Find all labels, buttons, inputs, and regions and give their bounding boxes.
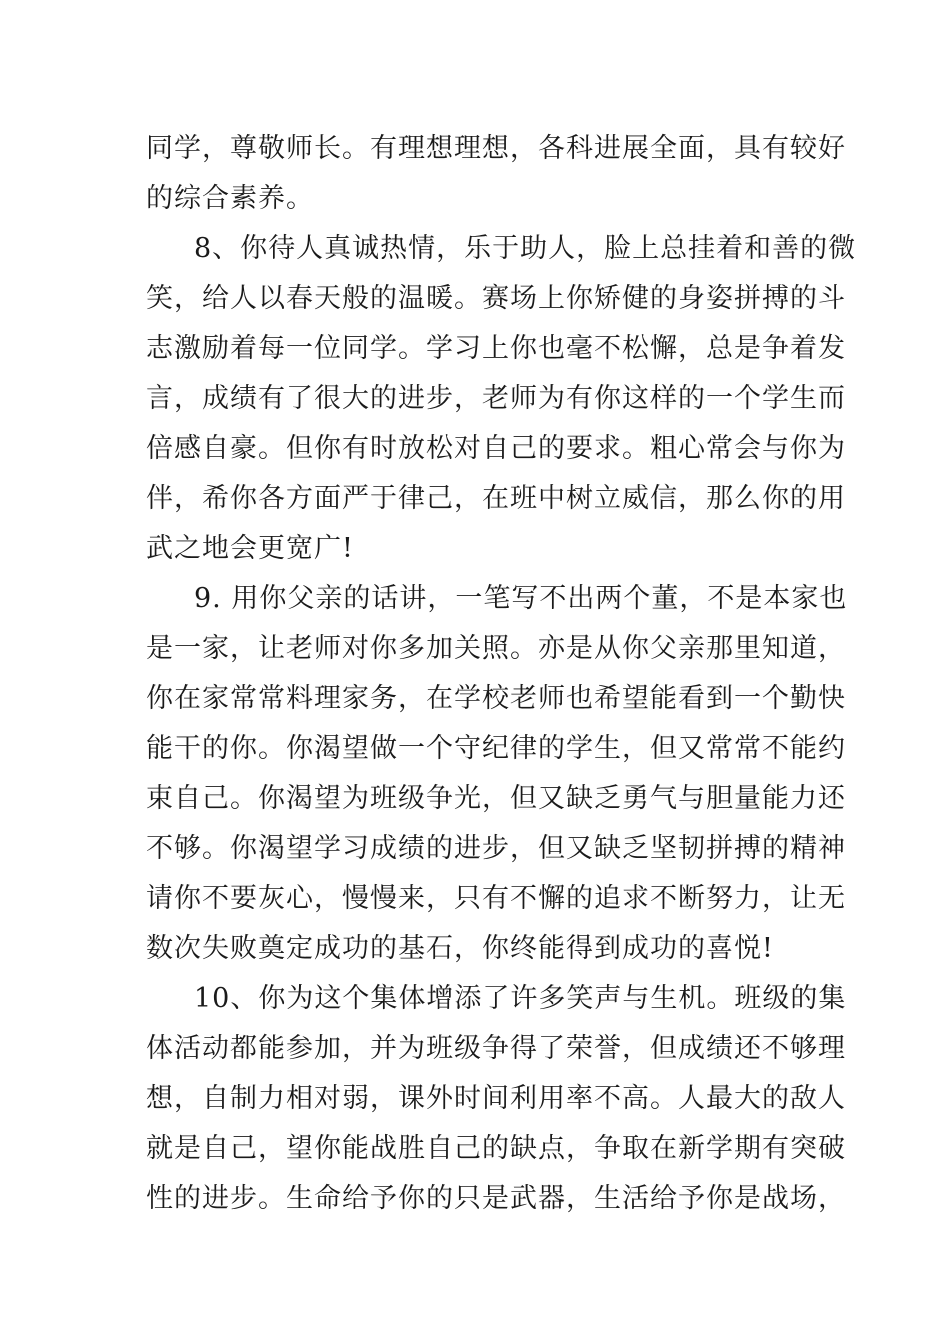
paragraph-start-line: 8、你待人真诚热情，乐于助人，脸上总挂着和善的微 — [194, 233, 857, 264]
text-line: 想，自制力相对弱，课外时间利用率不高。人最大的敌人 — [146, 1083, 846, 1114]
paragraph-start-line: 10、你为这个集体增添了许多笑声与生机。班级的集 — [194, 983, 847, 1014]
text-line: 请你不要灰心，慢慢来，只有不懈的追求不断努力，让无 — [146, 883, 846, 914]
text-line: 就是自己，望你能战胜自己的缺点，争取在新学期有突破 — [146, 1133, 846, 1164]
text-line: 的综合素养。 — [146, 183, 314, 214]
text-line: 伴，希你各方面严于律己，在班中树立威信，那么你的用 — [146, 483, 846, 514]
text-line: 性的进步。生命给予你的只是武器，生活给予你是战场， — [146, 1183, 846, 1214]
text-line: 武之地会更宽广! — [146, 533, 354, 564]
text-line: 同学，尊敬师长。有理想理想，各科进展全面，具有较好 — [146, 133, 846, 164]
paragraph-start-line: 9. 用你父亲的话讲，一笔写不出两个董，不是本家也 — [194, 583, 848, 614]
text-line: 束自己。你渴望为班级争光，但又缺乏勇气与胆量能力还 — [146, 783, 846, 814]
text-line: 笑，给人以春天般的温暖。赛场上你矫健的身姿拼搏的斗 — [146, 283, 846, 314]
text-line: 言，成绩有了很大的进步，老师为有你这样的一个学生而 — [146, 383, 846, 414]
text-line: 你在家常常料理家务，在学校老师也希望能看到一个勤快 — [146, 683, 846, 714]
text-line: 数次失败奠定成功的基石，你终能得到成功的喜悦! — [146, 933, 774, 964]
text-line: 是一家，让老师对你多加关照。亦是从你父亲那里知道， — [146, 633, 846, 664]
text-line: 体活动都能参加，并为班级争得了荣誉，但成绩还不够理 — [146, 1033, 846, 1064]
text-line: 不够。你渴望学习成绩的进步，但又缺乏坚韧拼搏的精神 — [146, 833, 846, 864]
text-line: 倍感自豪。但你有时放松对自己的要求。粗心常会与你为 — [146, 433, 846, 464]
text-line: 志激励着每一位同学。学习上你也毫不松懈，总是争着发 — [146, 333, 846, 364]
text-line: 能干的你。你渴望做一个守纪律的学生，但又常常不能约 — [146, 733, 846, 764]
document-body — [146, 124, 857, 1224]
